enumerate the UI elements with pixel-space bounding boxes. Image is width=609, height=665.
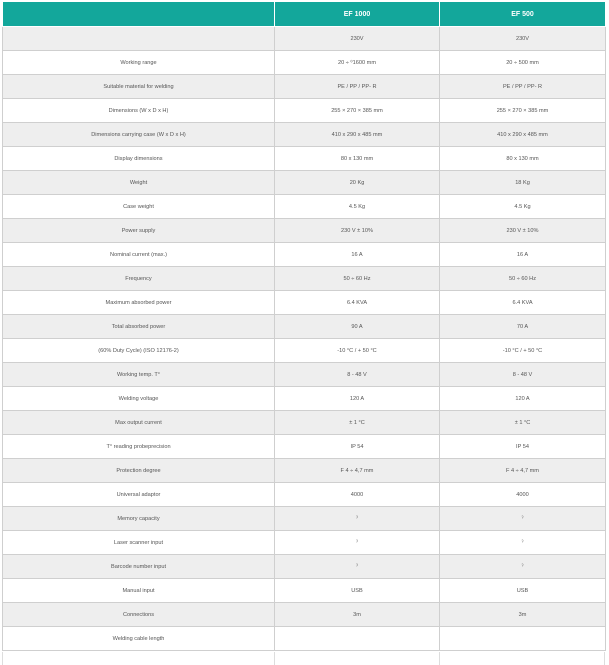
table-row: [3, 507, 606, 531]
ef1000-value-cell: F 4 ÷ 4,7 mm: [275, 459, 440, 483]
header-model-ef1000: EF 1000: [275, 2, 440, 27]
spec-label-cell: Welding cable length: [3, 627, 275, 651]
ef500-value-cell: 8 - 48 V: [440, 363, 606, 387]
table-row: [3, 435, 606, 459]
ef500-value-cell: 50 ÷ 60 Hz: [440, 267, 606, 291]
table-row: [3, 99, 606, 123]
spec-label-cell: Total absorbed power: [3, 315, 275, 339]
table-row: [3, 483, 606, 507]
ef500-value-cell: IP 54: [440, 435, 606, 459]
ef500-value-cell: 16 A: [440, 243, 606, 267]
spec-label-cell: [3, 27, 275, 51]
ef1000-value-cell: -10 °C / + 50 °C: [275, 339, 440, 363]
ef500-value-cell: 20 ÷ 500 mm: [440, 51, 606, 75]
ef500-value-cell: 70 A: [440, 315, 606, 339]
ef500-value-cell: 255 × 270 × 385 mm: [440, 99, 606, 123]
ef1000-value-cell: 4000: [275, 483, 440, 507]
table-row: [3, 219, 606, 243]
ef1000-value-cell: 230V: [275, 27, 440, 51]
spec-label-cell: Dimensions (W x D x H): [3, 99, 275, 123]
spec-label-cell: Memory capacity: [3, 507, 275, 531]
table-row: [3, 315, 606, 339]
ef1000-value-cell: ˀ: [275, 555, 440, 579]
table-row: [3, 51, 606, 75]
ef1000-value-cell: [275, 627, 440, 651]
ef1000-value-cell: ˀ: [275, 507, 440, 531]
ef500-value-cell: 80 x 130 mm: [440, 147, 606, 171]
ef500-value-cell: USB: [440, 579, 606, 603]
ef1000-value-cell: 20 Kg: [275, 171, 440, 195]
spec-label-cell: Maximum absorbed power: [3, 291, 275, 315]
ef1000-value-cell: 410 x 290 x 485 mm: [275, 123, 440, 147]
spec-label-cell: Nominal current (max.): [3, 243, 275, 267]
spec-label-cell: Barcode number input: [3, 555, 275, 579]
ef1000-value-cell: 255 × 270 × 385 mm: [275, 99, 440, 123]
ef1000-value-cell: 4.5 Kg: [275, 195, 440, 219]
spec-label-cell: Working temp. T°: [3, 363, 275, 387]
ef500-value-cell: 4000: [440, 483, 606, 507]
table-row: [3, 459, 606, 483]
spec-label-cell: Dimensions carrying case (W x D x H): [3, 123, 275, 147]
ef500-value-cell: 230 V ± 10%: [440, 219, 606, 243]
page-bottom-edge: [0, 652, 609, 665]
spec-label-cell: Manual input: [3, 579, 275, 603]
spec-label-cell: Universal adaptor: [3, 483, 275, 507]
table-row: [3, 555, 606, 579]
ef1000-value-cell: 3m: [275, 603, 440, 627]
spec-label-cell: Power supply: [3, 219, 275, 243]
ef500-value-cell: ± 1 °C: [440, 411, 606, 435]
table-row: [3, 579, 606, 603]
table-row: [3, 627, 606, 651]
ef1000-value-cell: 8 - 48 V: [275, 363, 440, 387]
ef500-value-cell: 120 A: [440, 387, 606, 411]
table-row: [3, 123, 606, 147]
ef1000-value-cell: ˀ: [275, 531, 440, 555]
spec-label-cell: Working range: [3, 51, 275, 75]
spec-label-cell: Display dimensions: [3, 147, 275, 171]
table-row: [3, 195, 606, 219]
table-row: [3, 27, 606, 51]
ef500-value-cell: PE / PP / PP- R: [440, 75, 606, 99]
ef500-value-cell: -10 °C / + 50 °C: [440, 339, 606, 363]
spec-label-cell: Case weight: [3, 195, 275, 219]
table-row: [3, 363, 606, 387]
ef1000-value-cell: 90 A: [275, 315, 440, 339]
table-row: [3, 603, 606, 627]
spec-label-cell: Frequency: [3, 267, 275, 291]
ef500-value-cell: 6.4 KVA: [440, 291, 606, 315]
spec-label-cell: Max output current: [3, 411, 275, 435]
table-body: [3, 27, 606, 651]
table-row: [3, 411, 606, 435]
specifications-table: [2, 1, 606, 651]
table-row: [3, 267, 606, 291]
spec-label-cell: Connections: [3, 603, 275, 627]
table-row: [3, 291, 606, 315]
ef500-value-cell: ˀ: [440, 555, 606, 579]
ef1000-value-cell: ± 1 °C: [275, 411, 440, 435]
ef500-value-cell: F 4 ÷ 4,7 mm: [440, 459, 606, 483]
ef500-value-cell: 3m: [440, 603, 606, 627]
ef1000-value-cell: 120 A: [275, 387, 440, 411]
spec-label-cell: Laser scanner input: [3, 531, 275, 555]
table-row: [3, 171, 606, 195]
ef1000-value-cell: 16 A: [275, 243, 440, 267]
table-header: [3, 2, 606, 27]
ef1000-value-cell: 230 V ± 10%: [275, 219, 440, 243]
ef1000-value-cell: 80 x 130 mm: [275, 147, 440, 171]
header-label-cell: [3, 2, 275, 27]
table-row: [3, 339, 606, 363]
ef1000-value-cell: 20 ÷ ⁰1600 mm: [275, 51, 440, 75]
spec-label-cell: (60% Duty Cycle) (ISO 12176-2): [3, 339, 275, 363]
ef500-value-cell: 18 Kg: [440, 171, 606, 195]
table-row: [3, 243, 606, 267]
table-row: [3, 75, 606, 99]
spec-label-cell: T° reading probeprecision: [3, 435, 275, 459]
spec-label-cell: Protection degree: [3, 459, 275, 483]
ef500-value-cell: ˀ: [440, 531, 606, 555]
ef500-value-cell: [440, 627, 606, 651]
ef500-value-cell: 230V: [440, 27, 606, 51]
spec-label-cell: Suitable material for welding: [3, 75, 275, 99]
ef1000-value-cell: USB: [275, 579, 440, 603]
spec-label-cell: Welding voltage: [3, 387, 275, 411]
ef500-value-cell: 4.5 Kg: [440, 195, 606, 219]
ef1000-value-cell: PE / PP / PP- R: [275, 75, 440, 99]
table-row: [3, 147, 606, 171]
ef1000-value-cell: 50 ÷ 60 Hz: [275, 267, 440, 291]
ef500-value-cell: 410 x 290 x 485 mm: [440, 123, 606, 147]
header-row: [3, 2, 606, 27]
ef500-value-cell: ˀ: [440, 507, 606, 531]
table-row: [3, 531, 606, 555]
table-row: [3, 387, 606, 411]
header-model-ef500: EF 500: [440, 2, 606, 27]
spec-label-cell: Weight: [3, 171, 275, 195]
ef1000-value-cell: IP 54: [275, 435, 440, 459]
ef1000-value-cell: 6.4 KVA: [275, 291, 440, 315]
